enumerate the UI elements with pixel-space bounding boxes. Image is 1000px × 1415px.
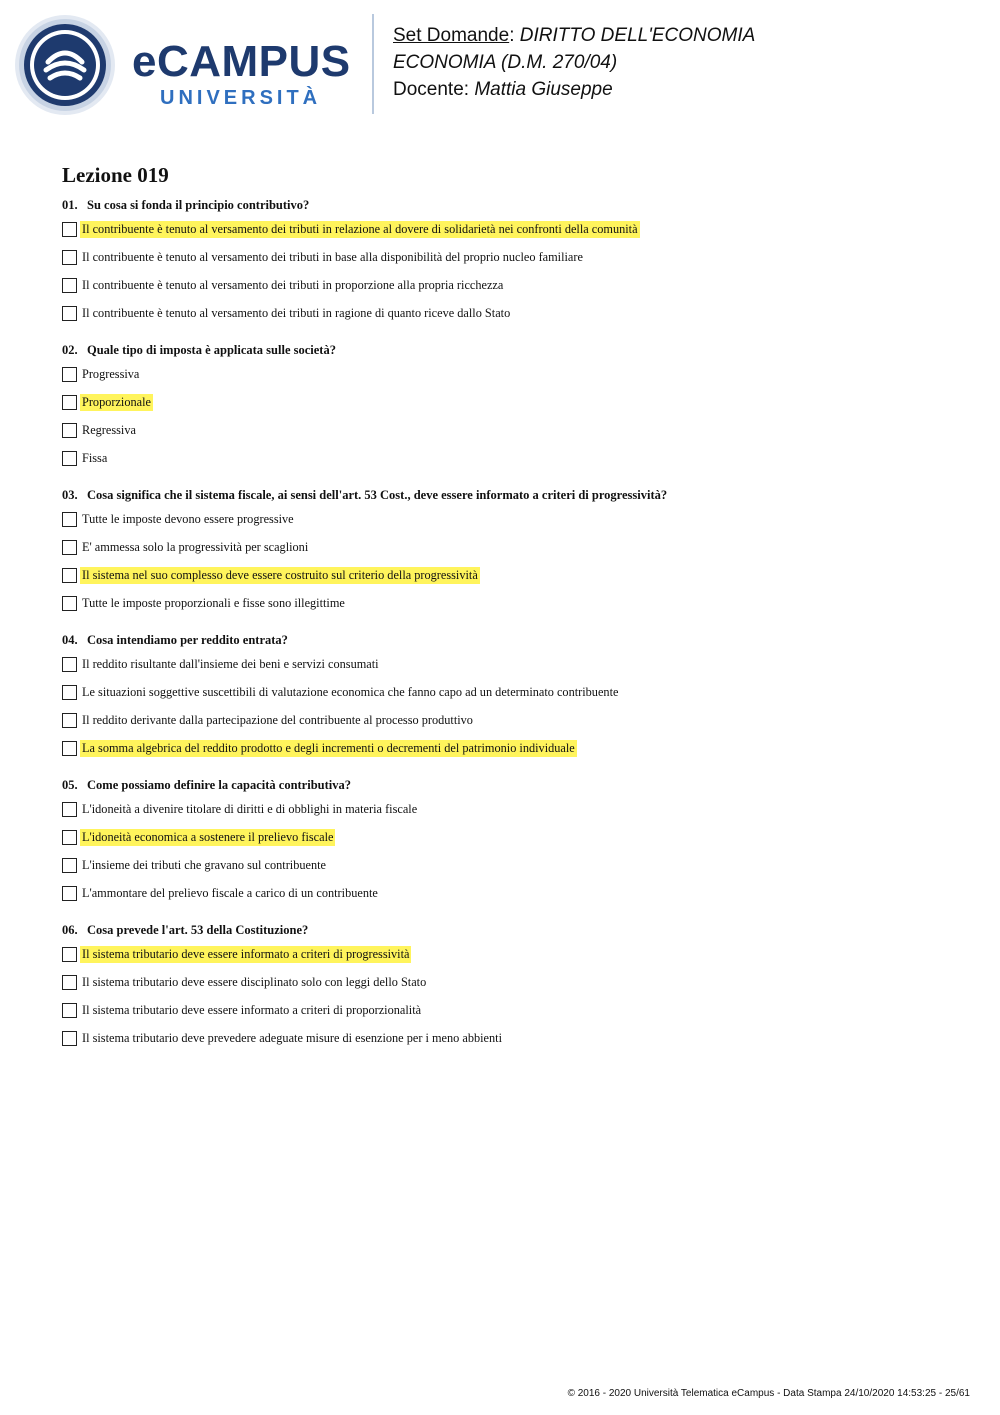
ecampus-wordmark: eCAMPUS bbox=[132, 37, 351, 86]
answer-checkbox[interactable] bbox=[62, 250, 77, 265]
answer-option bbox=[62, 215, 962, 243]
answer-label: Il contribuente è tenuto al versamento dei tributi in base alla disponibilità del proprio nucleo familiare bbox=[82, 249, 583, 264]
answer-checkbox[interactable] bbox=[62, 596, 77, 611]
question-text bbox=[62, 630, 962, 650]
question-number: 04. bbox=[62, 633, 78, 647]
answer-label: L'insieme dei tributi che gravano sul contribuente bbox=[82, 857, 326, 872]
teacher-label: Docente: bbox=[393, 79, 475, 100]
question-prompt: Cosa intendiamo per reddito entrata? bbox=[87, 633, 288, 647]
answer-option bbox=[62, 388, 962, 416]
answer-option bbox=[62, 650, 962, 678]
answer-checkbox[interactable] bbox=[62, 512, 77, 527]
answer-checkbox[interactable] bbox=[62, 451, 77, 466]
question-number: 02. bbox=[62, 343, 78, 357]
answer-checkbox[interactable] bbox=[62, 975, 77, 990]
answer-option bbox=[62, 416, 962, 444]
answer-option bbox=[62, 360, 962, 388]
header-divider bbox=[372, 14, 374, 114]
answer-checkbox[interactable] bbox=[62, 657, 77, 672]
answer-label: Il contribuente è tenuto al versamento dei tributi in proporzione alla propria ricchezza bbox=[82, 277, 504, 292]
answer-checkbox[interactable] bbox=[62, 830, 77, 845]
answer-option bbox=[62, 678, 962, 706]
answer-checkbox[interactable] bbox=[62, 685, 77, 700]
course-info bbox=[393, 22, 755, 103]
answer-label: Progressiva bbox=[82, 366, 140, 381]
answer-label: Il reddito risultante dall'insieme dei beni e servizi consumati bbox=[82, 656, 379, 671]
answer-checkbox[interactable] bbox=[62, 278, 77, 293]
answer-checkbox[interactable] bbox=[62, 395, 77, 410]
question-05 bbox=[62, 775, 962, 907]
answer-label: Il reddito derivante dalla partecipazione del contribuente al processo produttivo bbox=[82, 712, 473, 727]
answer-label: E' ammessa solo la progressività per scaglioni bbox=[82, 539, 309, 554]
question-number: 01. bbox=[62, 198, 78, 212]
answer-label: L'idoneità economica a sostenere il prelievo fiscale bbox=[82, 829, 334, 844]
question-prompt: Come possiamo definire la capacità contributiva? bbox=[87, 778, 351, 792]
answer-checkbox[interactable] bbox=[62, 540, 77, 555]
answer-option bbox=[62, 823, 962, 851]
question-text bbox=[62, 485, 962, 505]
question-text bbox=[62, 340, 962, 360]
answer-label: Il contribuente è tenuto al versamento dei tributi in ragione di quanto riceve dallo Stato bbox=[82, 305, 511, 320]
answer-label: Le situazioni soggettive suscettibili di valutazione economica che fanno capo ad un determinato contribuente bbox=[82, 684, 619, 699]
answer-checkbox[interactable] bbox=[62, 886, 77, 901]
lesson-title: Lezione 019 bbox=[62, 163, 169, 187]
universita-wordmark: UNIVERSITÀ bbox=[160, 87, 322, 109]
answer-option bbox=[62, 561, 962, 589]
answer-option bbox=[62, 533, 962, 561]
course-line-1 bbox=[393, 22, 755, 49]
course-name-part-1: DIRITTO DELL'ECONOMIA bbox=[519, 25, 756, 46]
answer-checkbox[interactable] bbox=[62, 306, 77, 321]
question-text bbox=[62, 775, 962, 795]
answer-label: Il sistema tributario deve prevedere adeguate misure di esenzione per i meno abbienti bbox=[82, 1030, 502, 1045]
answer-option bbox=[62, 940, 962, 968]
question-prompt: Su cosa si fonda il principio contributivo? bbox=[87, 198, 310, 212]
question-text bbox=[62, 195, 962, 215]
answer-option bbox=[62, 879, 962, 907]
answer-option bbox=[62, 271, 962, 299]
question-text bbox=[62, 920, 962, 940]
answer-label: L'idoneità a divenire titolare di diritti e di obblighi in materia fiscale bbox=[82, 801, 418, 816]
answer-checkbox[interactable] bbox=[62, 947, 77, 962]
question-01 bbox=[62, 195, 962, 327]
question-prompt: Cosa prevede l'art. 53 della Costituzione? bbox=[87, 923, 309, 937]
answer-checkbox[interactable] bbox=[62, 802, 77, 817]
answer-label: Il contribuente è tenuto al versamento dei tributi in relazione al dovere di solidarietà nei confronti della comunità bbox=[82, 221, 638, 236]
answer-label: La somma algebrica del reddito prodotto e degli incrementi o decrementi del patrimonio individuale bbox=[82, 740, 575, 755]
answer-checkbox[interactable] bbox=[62, 1003, 77, 1018]
answer-option bbox=[62, 1024, 962, 1052]
answer-label: Il sistema nel suo complesso deve essere costruito sul criterio della progressività bbox=[82, 567, 478, 582]
answer-checkbox[interactable] bbox=[62, 713, 77, 728]
answer-option bbox=[62, 299, 962, 327]
answer-checkbox[interactable] bbox=[62, 222, 77, 237]
page-header bbox=[0, 0, 1000, 130]
ecampus-seal-logo-icon bbox=[14, 14, 116, 116]
answer-label: Proporzionale bbox=[82, 394, 151, 409]
answer-option bbox=[62, 706, 962, 734]
set-label: Set Domande bbox=[393, 25, 510, 46]
answer-checkbox[interactable] bbox=[62, 1031, 77, 1046]
page-footer: © 2016 - 2020 Università Telematica eCampus - Data Stampa 24/10/2020 14:53:25 - 25/61 bbox=[567, 1388, 970, 1399]
answer-checkbox[interactable] bbox=[62, 423, 77, 438]
answer-label: L'ammontare del prelievo fiscale a carico di un contribuente bbox=[82, 885, 378, 900]
answer-option bbox=[62, 444, 962, 472]
answer-checkbox[interactable] bbox=[62, 367, 77, 382]
answer-label: Il sistema tributario deve essere disciplinato solo con leggi dello Stato bbox=[82, 974, 427, 989]
answer-option bbox=[62, 734, 962, 762]
answer-option bbox=[62, 505, 962, 533]
question-04 bbox=[62, 630, 962, 762]
answer-option bbox=[62, 996, 962, 1024]
question-prompt: Quale tipo di imposta è applicata sulle società? bbox=[87, 343, 336, 357]
answer-checkbox[interactable] bbox=[62, 568, 77, 583]
question-02 bbox=[62, 340, 962, 472]
answer-label: Il sistema tributario deve essere informato a criteri di progressività bbox=[82, 946, 410, 961]
question-prompt: Cosa significa che il sistema fiscale, ai sensi dell'art. 53 Cost., deve essere informato a criteri di progressività? bbox=[87, 488, 668, 502]
question-number: 03. bbox=[62, 488, 78, 502]
answer-label: Regressiva bbox=[82, 422, 136, 437]
question-list bbox=[62, 195, 962, 1065]
answer-label: Il sistema tributario deve essere informato a criteri di proporzionalità bbox=[82, 1002, 422, 1017]
answer-option bbox=[62, 243, 962, 271]
course-name-part-2: ECONOMIA (D.M. 270/04) bbox=[393, 52, 618, 73]
set-separator: : bbox=[509, 25, 520, 46]
answer-checkbox[interactable] bbox=[62, 858, 77, 873]
answer-option bbox=[62, 795, 962, 823]
teacher-line bbox=[393, 76, 755, 103]
answer-option bbox=[62, 851, 962, 879]
question-06 bbox=[62, 920, 962, 1052]
answer-label: Tutte le imposte proporzionali e fisse sono illegittime bbox=[82, 595, 345, 610]
answer-option bbox=[62, 589, 962, 617]
question-number: 05. bbox=[62, 778, 78, 792]
answer-label: Fissa bbox=[82, 450, 108, 465]
answer-label: Tutte le imposte devono essere progressive bbox=[82, 511, 294, 526]
answer-option bbox=[62, 968, 962, 996]
answer-checkbox[interactable] bbox=[62, 741, 77, 756]
question-number: 06. bbox=[62, 923, 78, 937]
question-03 bbox=[62, 485, 962, 617]
teacher-name: Mattia Giuseppe bbox=[474, 79, 613, 100]
